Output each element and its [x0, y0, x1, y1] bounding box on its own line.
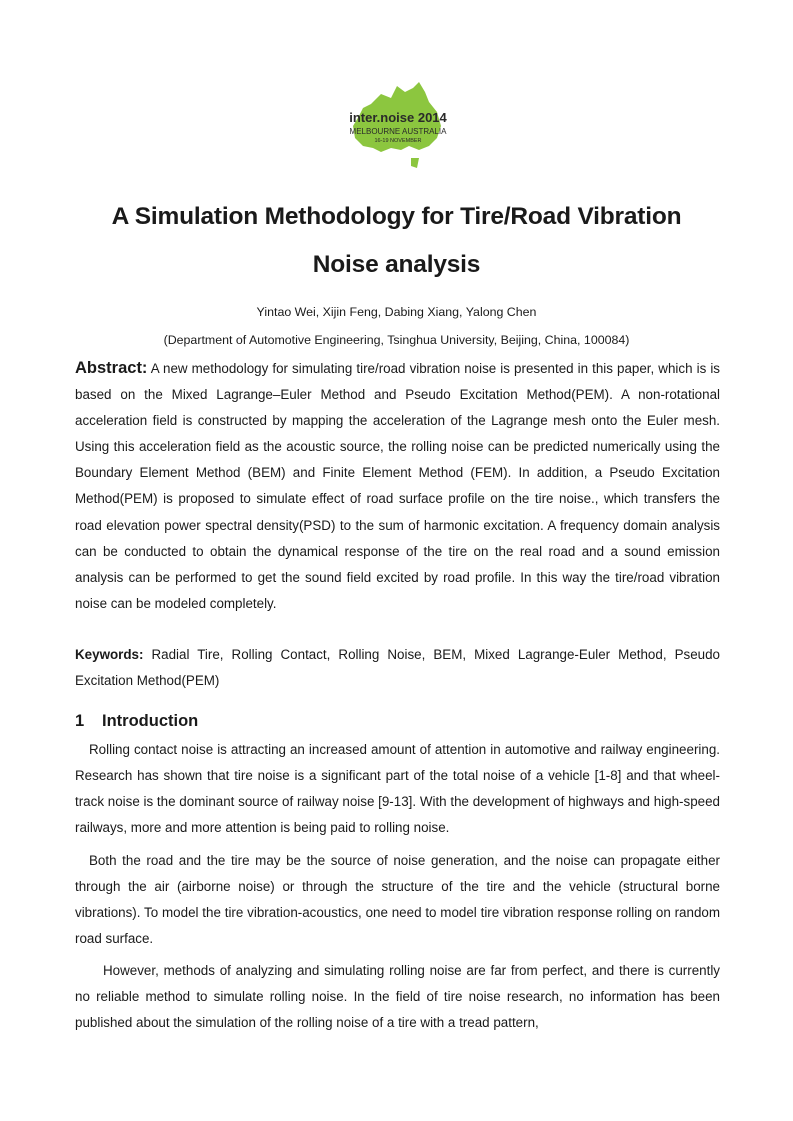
intro-paragraph-1: Rolling contact noise is attracting an increased amount of attention in automotive and railway engineering. Research has shown that tire noise is a significant part of the total noise of a vehicle [1-8] and that wheel-track noise is the dominant source of railway noise [9-13]. With the development of highways and high-speed railways, more and more attention is being paid to rolling noise. [75, 742, 720, 836]
conference-logo [333, 78, 463, 186]
tasmania-icon [411, 158, 419, 168]
abstract-text: A new methodology for simulating tire/road vibration noise is presented in this paper, which is is based on the Mixed Lagrange–Euler Method and Pseudo Excitation Method(PEM). A non-rotational acceleration field is constructed by mapping the acceleration of the Lagrange mesh onto the Euler mesh. Using this acceleration field as the acoustic source, the rolling noise can be predicted numerically using the Boundary Element Method (BEM) and Finite Element Method (FEM). In addition, a Pseudo Excitation Method(PEM) is proposed to simulate effect of road surface profile on the tire noise., which transfers the road elevation power spectral density(PSD) to the sum of harmonic excitation. A frequency domain analysis can be conducted to obtain the dynamical response of the tire on the real road and a sound emission analysis can be performed to get the sound field excited by road profile. In this way the tire/road vibration noise can be modeled completely. [75, 361, 720, 611]
section-heading [75, 709, 198, 733]
section-title: Introduction [102, 712, 199, 730]
intro-paragraph-2: Both the road and the tire may be the source of noise generation, and the noise can propagate either through the air (airborne noise) or through the structure of the tire and the vehicle (structural borne vibrations). To model the tire vibration-acoustics, one need to model tire vibration response rolling on random road surface. [75, 853, 720, 947]
paper-title-line2: Noise analysis [312, 251, 481, 278]
abstract [75, 355, 720, 617]
intro-paragraph-3: However, methods of analyzing and simulating rolling noise are far from perfect, and there is currently no reliable method to simulate rolling noise. In the field of tire noise research, no information has been published about the simulation of the rolling noise of a tire with a tread pattern, [75, 963, 720, 1031]
logo-line2: MELBOURNE AUSTRALIA [349, 127, 447, 136]
affiliation: (Department of Automotive Engineering, Tsinghua University, Beijing, China, 100084) [163, 333, 630, 347]
logo-line3: 16-19 NOVEMBER [374, 138, 422, 144]
keywords [75, 642, 720, 694]
keywords-text: Radial Tire, Rolling Contact, Rolling Noise, BEM, Mixed Lagrange-Euler Method, Pseudo Excitation Method(PEM) [75, 647, 720, 689]
abstract-heading: Abstract: [75, 359, 148, 377]
section-number: 1 [75, 712, 85, 730]
author-list: Yintao Wei, Xijin Feng, Dabing Xiang, Yalong Chen [256, 305, 537, 319]
paper-title-line1: A Simulation Methodology for Tire/Road Vibration [111, 203, 682, 230]
logo-line1: inter.noise 2014 [349, 110, 447, 125]
keywords-heading: Keywords: [75, 647, 144, 662]
